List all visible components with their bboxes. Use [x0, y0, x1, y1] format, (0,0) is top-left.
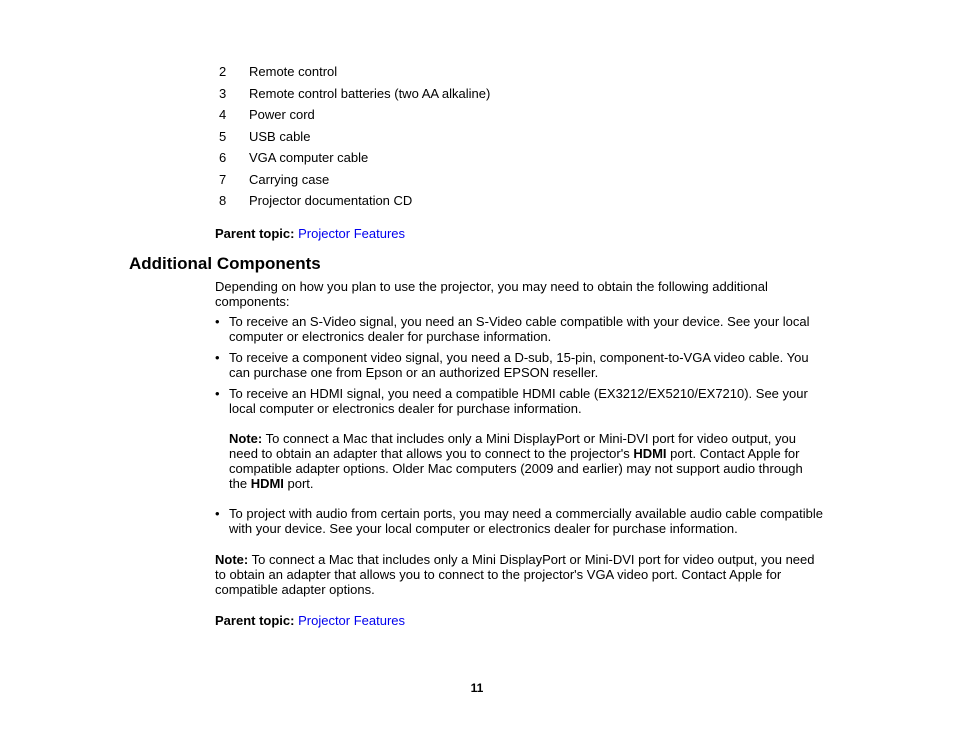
- bullet-marker: •: [215, 350, 220, 365]
- bullet-text: To receive an HDMI signal, you need a compatible HDMI cable (EX3212/EX5210/EX7210). See your local computer or electronics dealer for purchase information.: [229, 386, 808, 416]
- section-intro: Depending on how you plan to use the projector, you may need to obtain the following additional components:: [215, 279, 768, 309]
- note-text: port. Contact Apple for compatible adapter options. Older Mac computers (2009 and earlier) may not support audio through the: [229, 446, 803, 491]
- item-label: Remote control: [249, 64, 338, 79]
- bullet-marker: •: [215, 314, 220, 329]
- list-item: [219, 107, 490, 129]
- parent-topic-label: Parent topic:: [215, 613, 295, 628]
- item-number: 7: [219, 171, 227, 187]
- parent-topic-label: Parent topic:: [215, 226, 295, 241]
- item-label: Carrying case: [249, 171, 330, 187]
- hdmi-note: [229, 431, 819, 491]
- item-label: USB cable: [249, 128, 311, 144]
- item-number: 3: [219, 85, 227, 101]
- parent-topic-top: [215, 226, 405, 241]
- bullet-item: [215, 350, 825, 380]
- item-label: Power cord: [249, 107, 315, 122]
- note-bold-term: HDMI: [633, 446, 667, 461]
- item-label: VGA computer cable: [249, 150, 369, 165]
- item-number: 5: [219, 128, 227, 144]
- page-number: 11: [470, 681, 484, 695]
- note-bold-term: HDMI: [250, 476, 284, 491]
- note-text: To connect a Mac that includes only a Mini DisplayPort or Mini-DVI port for video output, you need to obtain an adapter that allows you to connect to the projector's: [229, 431, 796, 461]
- note-label: Note:: [229, 431, 263, 446]
- bullet-item: [215, 506, 825, 536]
- list-item: [219, 193, 490, 215]
- note-label: Note:: [215, 552, 249, 567]
- note-text: To connect a Mac that includes only a Mini DisplayPort or Mini-DVI port for video output, you need to obtain an adapter that allows you to connect to the projector's VGA video port. Contact Apple for compatible adapter options.: [215, 552, 815, 597]
- list-item: [219, 86, 490, 108]
- parent-topic-bottom: [215, 613, 405, 628]
- item-number: 4: [219, 107, 227, 122]
- projector-features-link[interactable]: Projector Features: [298, 226, 406, 241]
- projector-features-link[interactable]: Projector Features: [298, 613, 406, 628]
- package-contents-list: [219, 64, 490, 215]
- bullet-text: To receive a component video signal, you need a D-sub, 15-pin, component-to-VGA video cable. You can purchase one from Epson or an authorized EPSON reseller.: [229, 350, 809, 380]
- bullet-marker: •: [215, 386, 220, 401]
- section-heading: Additional Components: [129, 254, 321, 273]
- note-text: port.: [283, 476, 314, 491]
- list-item: [219, 172, 490, 194]
- list-item: [219, 64, 490, 86]
- bullet-text: To project with audio from certain ports, you may need a commercially available audio cable compatible with your device. See your local computer or electronics dealer for purchase information.: [229, 506, 823, 536]
- bullet-item: [215, 386, 825, 416]
- item-number: 8: [219, 193, 227, 208]
- list-item: [219, 129, 490, 151]
- item-number: 6: [219, 150, 227, 165]
- item-number: 2: [219, 64, 227, 79]
- bullet-item: [215, 314, 825, 344]
- bullet-text: To receive an S-Video signal, you need an S-Video cable compatible with your device. See your local computer or electronics dealer for purchase information.: [229, 314, 810, 344]
- bullet-marker: •: [215, 506, 220, 521]
- item-label: Projector documentation CD: [249, 193, 413, 208]
- vga-note: [215, 552, 825, 597]
- item-label: Remote control batteries (two AA alkaline): [249, 85, 491, 101]
- list-item: [219, 150, 490, 172]
